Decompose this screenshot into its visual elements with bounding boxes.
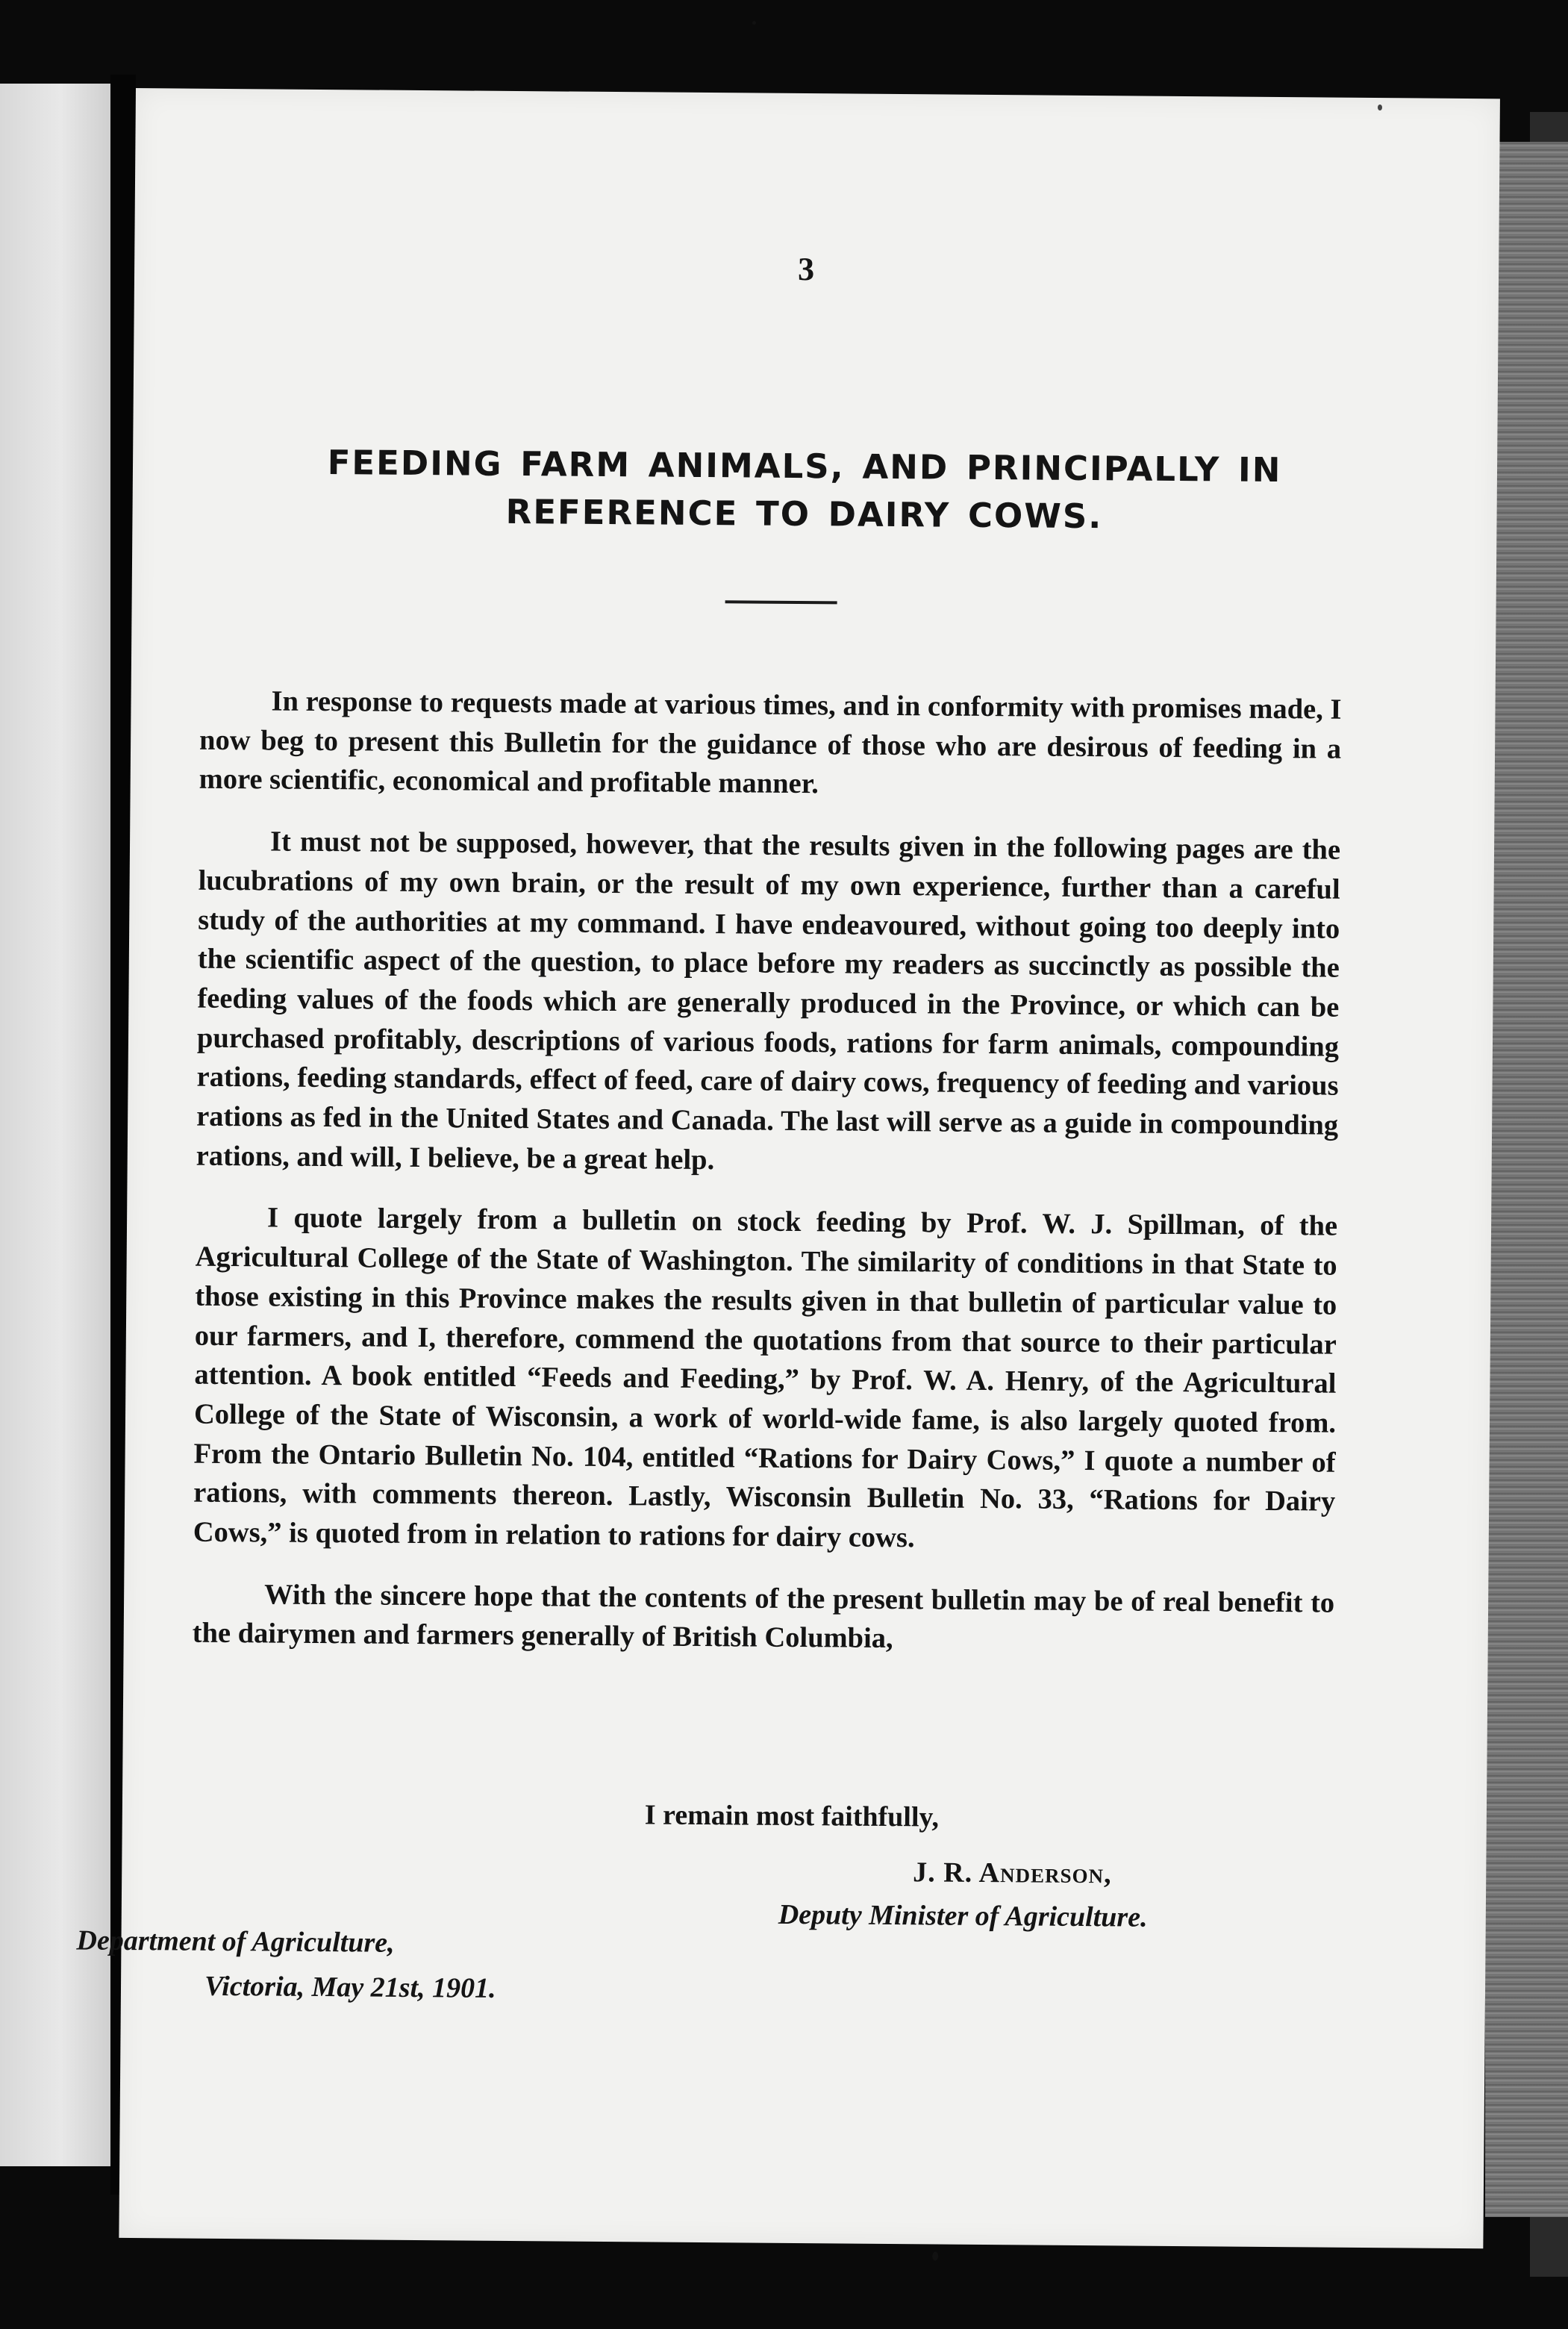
closing-line: I remain most faithfully, xyxy=(644,1799,940,1833)
paragraph-3: I quote largely from a bulletin on stock feeding by Prof. W. J. Spillman, of the Agricultural College of the State of Washington. The similarity of conditions in that State to those existing in this Province makes the results given in that bulletin of particular value to our farmers, and I, therefore, commend the quotations from that source to their particular attention. A book entitled “Feeds and Feeding,” by Prof. W. A. Henry, of the Agricultural College of the State of Wisconsin, a work of world-wide fame, is also largely quoted from. From the Ontario Bulletin No. 104, entitled “Rations for Dairy Cows,” I quote a number of rations, with comments thereon. Lastly, Wisconsin Bulletin No. 33, “Rations for Dairy Cows,” is quoted from in relation to rations for dairy cows. xyxy=(193,1202,1338,1554)
scan-speck xyxy=(752,21,756,25)
paragraph-2: It must not be supposed, however, that the results given in the following pages are the lucubrations of my own brain, or the result of my own experience, further than a careful study of the authorities at my command. I have endeavoured, without going too deeply into the scientific aspect of the question, to place before my readers as succinctly as possible the feeding values of the foods which are generally produced in the Province, or which can be purchased profitably, descriptions of various foods, rations for farm animals, compounding rations, feeding standards, effect of feed, care of dairy cows, frequency of feeding and various rations as fed in the United States and Canada. The last will serve as a guide in compounding rations, and will, I believe, be a great help. xyxy=(196,826,1341,1176)
signature-name: J. R. Anderson, xyxy=(913,1856,1112,1890)
title-divider xyxy=(725,600,837,604)
page-title xyxy=(222,438,1387,543)
paragraph-1: In response to requests made at various times, and in conformity with promises made, I now beg to present this Bulletin for the guidance of those who are desirous of feeding in a more scientific, economical and profitable manner. xyxy=(199,685,1342,800)
paragraph-4: With the sincere hope that the contents of the present bulletin may be of real benefit to the dairymen and farmers generally of British Columbia, xyxy=(192,1579,1335,1655)
body-text xyxy=(192,682,1341,1685)
page-stack-edge xyxy=(1485,142,1568,2217)
title-line-1: FEEDING FARM ANIMALS, AND PRINCIPALLY IN xyxy=(327,443,1282,490)
department-line: Department of Agriculture, xyxy=(76,1924,395,1959)
title-line-2: REFERENCE TO DAIRY COWS. xyxy=(505,491,1103,537)
scan-speck xyxy=(932,2251,938,2260)
scan-speck xyxy=(1378,105,1382,110)
place-date-line: Victoria, May 21st, 1901. xyxy=(204,1970,496,2004)
page-number: 3 xyxy=(797,250,815,288)
signature-title: Deputy Minister of Agriculture. xyxy=(778,1898,1148,1933)
document-page xyxy=(76,88,1500,2248)
adjacent-page-edge xyxy=(0,84,110,2166)
